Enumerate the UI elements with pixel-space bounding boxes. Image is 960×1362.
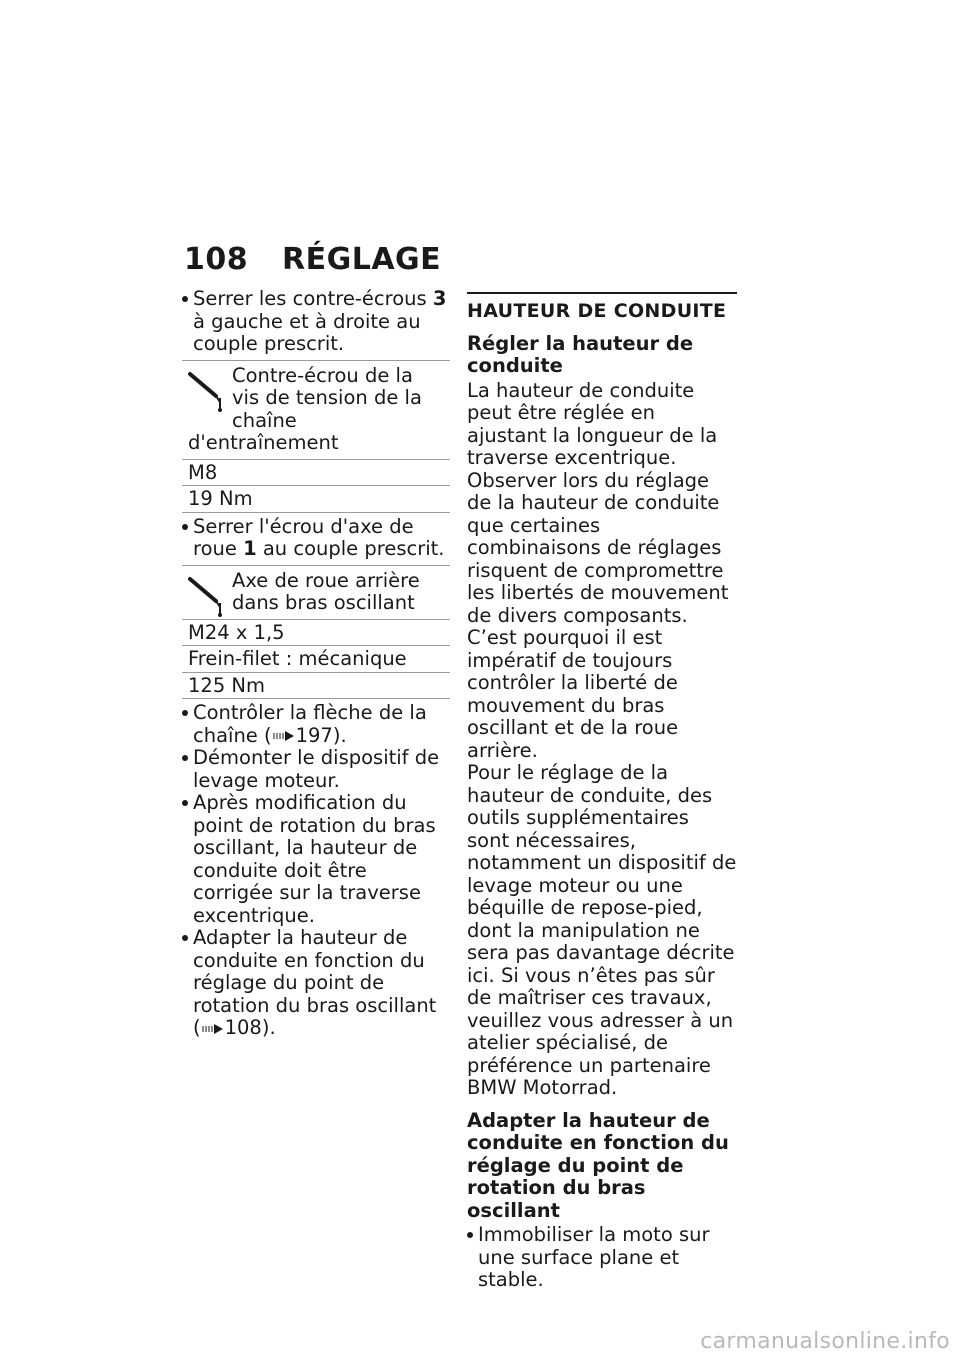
- page-reference-arrow-icon[interactable]: [273, 730, 295, 742]
- torque-table: [182, 360, 450, 513]
- torque-table-header: [182, 361, 450, 460]
- bullet-icon: [182, 524, 188, 530]
- chapter-title: RÉGLAGE: [282, 242, 442, 277]
- list-item: Démonter le dispositif de levage moteur.: [182, 747, 450, 792]
- page-reference-arrow-icon[interactable]: [202, 1023, 224, 1035]
- torque-table: [182, 565, 450, 700]
- bullet-icon: [467, 1232, 473, 1238]
- page-link[interactable]: 197: [295, 723, 333, 747]
- bullet-icon: [182, 800, 188, 806]
- torque-wrench-icon: [188, 575, 228, 617]
- watermark: carmanualsonline.info: [700, 1329, 950, 1354]
- list-item: Adapter la hauteur de conduite en fonction du réglage du point de rotation du bras oscillant ( 108).: [182, 927, 450, 1040]
- bullet-icon: [182, 710, 188, 716]
- subsection-title: Régler la hauteur de conduite: [467, 331, 694, 377]
- list-item: Serrer les contre-écrous 3 à gauche et à droite au couple prescrit.: [182, 288, 450, 356]
- page-number: 108: [184, 242, 249, 277]
- list-item: Après modification du point de rotation du bras oscillant, la hauteur de conduite doit être corrigée sur la traverse excentrique.: [182, 792, 450, 927]
- torque-table-row: 19 Nm: [182, 486, 450, 513]
- part-reference: 3: [432, 287, 447, 310]
- paragraph: La hauteur de conduite peut être réglée en ajustant la longueur de la traverse excentrique.: [467, 378, 718, 469]
- left-column: [182, 288, 450, 1040]
- paragraph: Observer lors du réglage de la hauteur de conduite que certaines combinaisons de réglages risquent de compromettre les libertés de mouvement de divers composants. C’est pourquoi il est impératif de toujours contrôler la liberté de mouvement du bras oscillant et de la roue arrière.: [467, 468, 729, 762]
- torque-table-row: 125 Nm: [182, 673, 450, 700]
- list-item: Serrer l'écrou d'axe de roue 1 au couple prescrit.: [182, 516, 450, 561]
- subsection-title: Adapter la hauteur de conduite en fonction du réglage du point de rotation du bras oscillant: [467, 1108, 729, 1222]
- bullet-icon: [182, 755, 188, 761]
- list-item: Contrôler la flèche de la chaîne ( 197).: [182, 702, 450, 747]
- torque-table-title: Axe de roue arrière dans bras oscillant: [232, 568, 420, 614]
- bullet-icon: [182, 296, 188, 302]
- page-header: [184, 242, 441, 277]
- torque-table-title: Contre-écrou de la vis de tension de la chaîne: [232, 363, 422, 432]
- torque-wrench-icon: [188, 370, 228, 412]
- torque-table-row: M8: [182, 460, 450, 487]
- torque-table-row: Frein-filet : mécanique: [182, 646, 450, 673]
- right-column: [467, 292, 737, 1292]
- list-item: Immobiliser la moto sur une surface plane et stable.: [467, 1224, 737, 1292]
- section-title: HAUTEUR DE CONDUITE: [467, 292, 737, 323]
- bullet-icon: [182, 935, 188, 941]
- page-link[interactable]: 108: [224, 1016, 262, 1039]
- paragraph: Pour le réglage de la hauteur de conduite, des outils supplémentaires sont nécessaires, notamment un dispositif de levage moteur ou une béquille de repose-pied, dont la manipulation ne sera pas davantage décrite ici. Si vous n’êtes pas sûr de maîtriser ces travaux, veuillez vous adresser à un atelier spécialisé, de préférence un partenaire BMW Motorrad.: [467, 761, 737, 1099]
- part-reference: 1: [243, 537, 257, 560]
- torque-table-title-tail: d'entraînement: [188, 431, 339, 454]
- torque-table-row: M24 x 1,5: [182, 620, 450, 647]
- torque-table-header: [182, 566, 450, 620]
